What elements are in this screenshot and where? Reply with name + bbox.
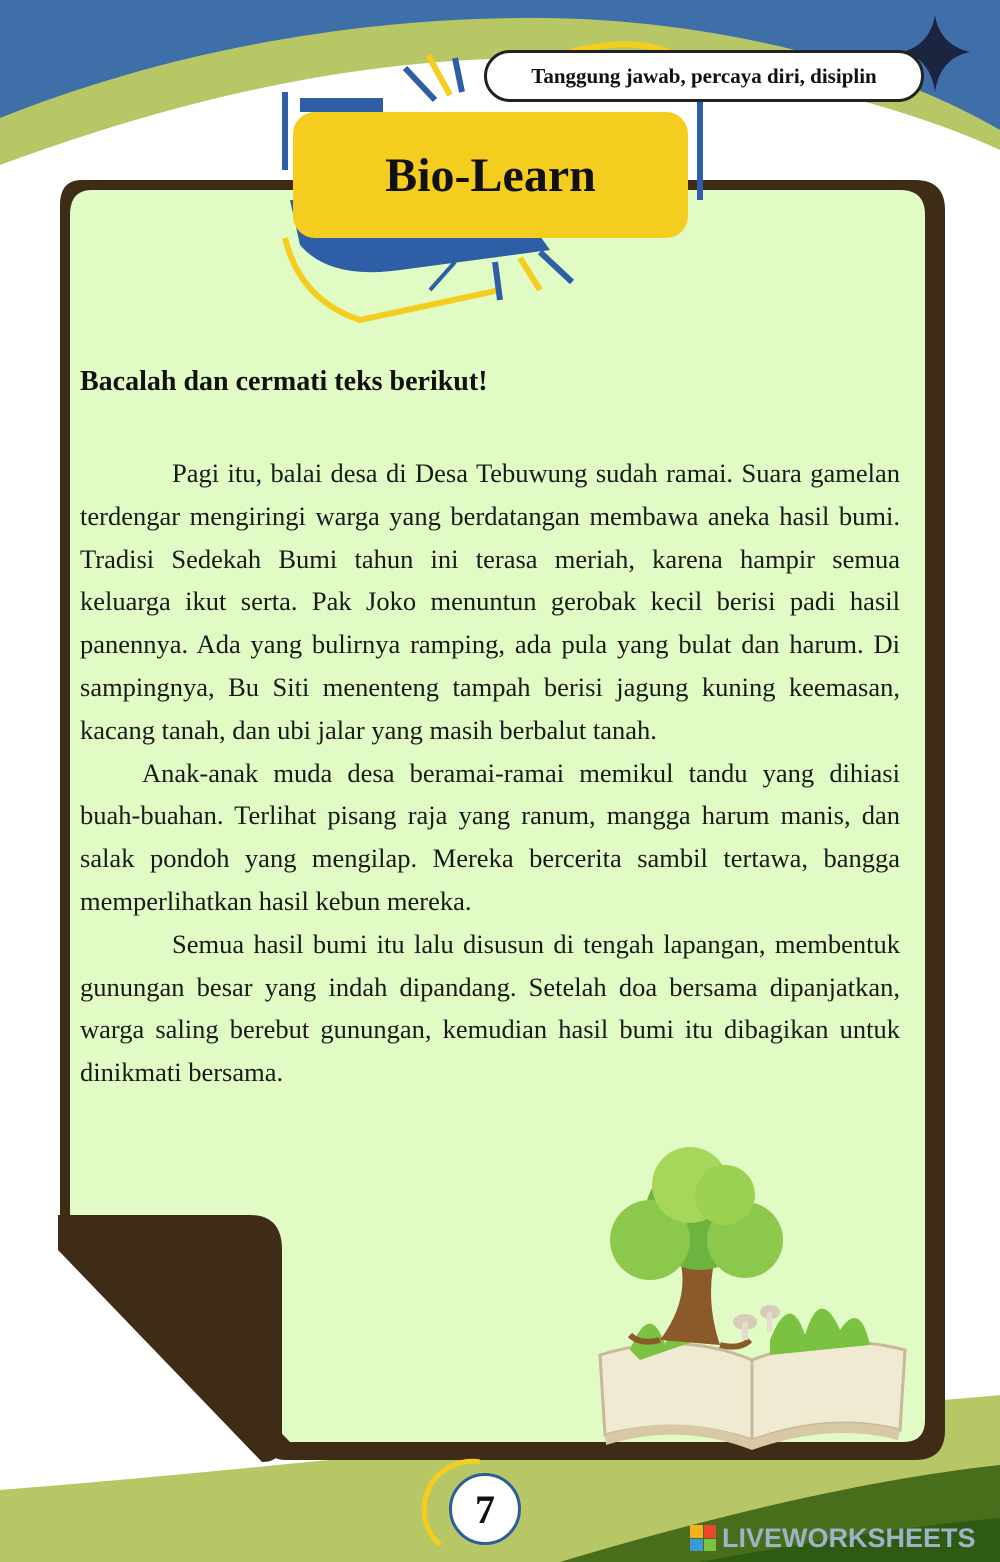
page-number: 7 xyxy=(449,1473,521,1545)
page-title: Bio-Learn xyxy=(293,112,688,238)
instruction-heading: Bacalah dan cermati teks berikut! xyxy=(80,366,488,397)
values-badge: Tanggung jawab, percaya diri, disiplin xyxy=(484,50,924,102)
paragraph-3: Semua hasil bumi itu lalu disusun di tengah lapangan, membentuk gunungan besar yang indah dipandang. Setelah doa bersama dipanjatkan, warga saling berebut gunungan, kemudian hasil bumi itu dibagikan untuk dinikmati bersama. xyxy=(80,928,900,1088)
paragraph-2: Anak-anak muda desa beramai-ramai memikul tandu yang dihiasi buah-buahan. Terlihat pisang raja yang ranum, mangga harum manis, dan salak pondoh yang mengilap. Mereka bercerita sambil tertawa, bangga memperlihatkan hasil kebun mereka. xyxy=(80,757,900,916)
reading-text xyxy=(80,452,900,1094)
watermark xyxy=(690,1522,976,1554)
liveworksheets-logo-icon xyxy=(690,1525,716,1551)
paragraph-1: Pagi itu, balai desa di Desa Tebuwung sudah ramai. Suara gamelan terdengar mengiringi warga yang berdatangan membawa aneka hasil bumi. Tradisi Sedekah Bumi tahun ini terasa meriah, karena hampir semua keluarga ikut serta. Pak Joko menuntun gerobak kecil berisi padi hasil panennya. Ada yang bulirnya ramping, ada pula yang bulat dan harum. Di sampingnya, Bu Siti menenteng tampah berisi jagung kuning keemasan, kacang tanah, dan ubi jalar yang masih berbalut tanah. xyxy=(80,458,900,745)
watermark-text: LIVEWORKSHEETS xyxy=(722,1522,976,1553)
